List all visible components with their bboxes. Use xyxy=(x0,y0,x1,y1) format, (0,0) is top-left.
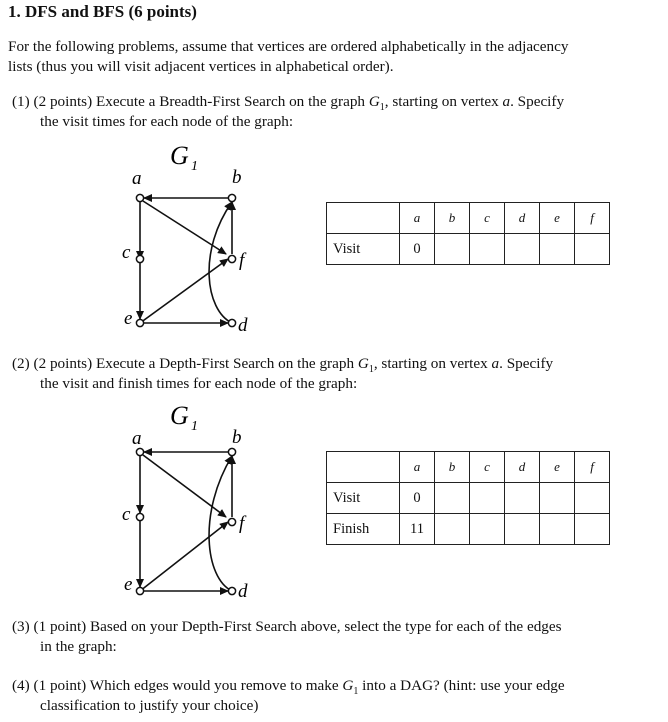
part2-number: (2) xyxy=(12,355,30,372)
part3-line-1: (3) (1 point) Based on your Depth-First Search above, select the type for each of the edges xyxy=(12,618,562,635)
dfs-header-b: b xyxy=(435,452,470,483)
dfs-finish-f[interactable] xyxy=(575,514,610,545)
part1-number: (1) xyxy=(12,93,30,110)
bfs-visit-b[interactable] xyxy=(435,234,470,265)
vertex-label-f: f xyxy=(239,513,245,534)
part2-line-2: the visit and finish times for each node of the graph: xyxy=(40,375,358,392)
bfs-header-b: b xyxy=(435,203,470,234)
vertex-label-e: e xyxy=(124,308,133,329)
intro-line-2: lists (thus you will visit adjacent vertices in alphabetical order). xyxy=(8,58,394,75)
vertex-label-b: b xyxy=(232,167,242,188)
dfs-header-row xyxy=(327,452,610,483)
vertex-c xyxy=(136,255,143,262)
dfs-visit-label: Visit xyxy=(327,483,400,514)
bfs-header-d: d xyxy=(505,203,540,234)
part4-number: (4) xyxy=(12,677,30,694)
graph-g1-dfs xyxy=(110,400,280,600)
dfs-finish-d[interactable] xyxy=(505,514,540,545)
dfs-table xyxy=(326,451,610,545)
vertex-b xyxy=(228,194,235,201)
bfs-visit-f[interactable] xyxy=(575,234,610,265)
dfs-visit-row xyxy=(327,483,610,514)
edge-a-f xyxy=(143,455,226,517)
vertex-e xyxy=(136,587,143,594)
part2-line-1: (2) (2 points) Execute a Depth-First Search on the graph $G_1$, starting on vertex a. Specify xyxy=(12,355,554,376)
vertex-label-d: d xyxy=(238,581,248,600)
edge-d-b xyxy=(209,202,232,323)
dfs-visit-e[interactable] xyxy=(540,483,575,514)
dfs-finish-b[interactable] xyxy=(435,514,470,545)
vertex-label-d: d xyxy=(238,315,248,336)
problem-title: 1. DFS and BFS (6 points) xyxy=(8,2,197,21)
bfs-header-e: e xyxy=(540,203,575,234)
bfs-header-row xyxy=(327,203,610,234)
vertex-b xyxy=(228,448,235,455)
dfs-header-f: f xyxy=(575,452,610,483)
vertex-f xyxy=(228,518,235,525)
edge-a-f xyxy=(143,201,226,254)
intro-line-1: For the following problems, assume that vertices are ordered alphabetically in the adjacency xyxy=(8,38,569,55)
part4-line-1: (4) (1 point) Which edges would you remove to make $G_1$ into a DAG? (hint: use your edge xyxy=(12,677,565,698)
vertex-label-f: f xyxy=(239,250,245,271)
part4-line-2: classification to justify your choice) xyxy=(40,697,259,714)
vertex-d xyxy=(228,587,235,594)
vertex-e xyxy=(136,319,143,326)
vertex-label-c: c xyxy=(122,242,131,263)
bfs-visit-d[interactable] xyxy=(505,234,540,265)
dfs-corner-cell xyxy=(327,452,400,483)
dfs-finish-row xyxy=(327,514,610,545)
bfs-visit-c[interactable] xyxy=(470,234,505,265)
part1-line-2: the visit times for each node of the graph: xyxy=(40,113,294,130)
vertex-label-b: b xyxy=(232,427,242,448)
bfs-header-c: c xyxy=(470,203,505,234)
dfs-visit-d[interactable] xyxy=(505,483,540,514)
dfs-header-a: a xyxy=(400,452,435,483)
vertex-f xyxy=(228,255,235,262)
dfs-visit-c[interactable] xyxy=(470,483,505,514)
bfs-corner-cell xyxy=(327,203,400,234)
graph-title: G xyxy=(170,141,189,170)
dfs-header-d: d xyxy=(505,452,540,483)
dfs-finish-a[interactable]: 11 xyxy=(400,514,435,545)
graph-title-sub: 1 xyxy=(191,159,198,174)
graph-title: G xyxy=(170,401,189,430)
bfs-header-a: a xyxy=(400,203,435,234)
vertex-label-c: c xyxy=(122,504,131,525)
vertex-label-a: a xyxy=(132,168,142,189)
edge-e-f xyxy=(140,522,228,591)
vertex-label-a: a xyxy=(132,428,142,449)
dfs-finish-label: Finish xyxy=(327,514,400,545)
dfs-header-e: e xyxy=(540,452,575,483)
bfs-visit-label: Visit xyxy=(327,234,400,265)
dfs-visit-b[interactable] xyxy=(435,483,470,514)
bfs-visit-a[interactable]: 0 xyxy=(400,234,435,265)
vertex-a xyxy=(136,448,143,455)
graph-g1-bfs xyxy=(110,140,280,340)
vertex-d xyxy=(228,319,235,326)
dfs-finish-e[interactable] xyxy=(540,514,575,545)
dfs-finish-c[interactable] xyxy=(470,514,505,545)
dfs-visit-f[interactable] xyxy=(575,483,610,514)
graph-title-sub: 1 xyxy=(191,419,198,434)
dfs-header-c: c xyxy=(470,452,505,483)
vertex-a xyxy=(136,194,143,201)
edge-e-f xyxy=(140,259,228,323)
part3-line-2: in the graph: xyxy=(40,638,117,655)
vertex-c xyxy=(136,513,143,520)
vertex-label-e: e xyxy=(124,574,133,595)
bfs-table xyxy=(326,202,610,265)
bfs-visit-e[interactable] xyxy=(540,234,575,265)
part3-number: (3) xyxy=(12,618,30,635)
bfs-header-f: f xyxy=(575,203,610,234)
part1-line-1: (1) (2 points) Execute a Breadth-First Search on the graph $G_1$, starting on vertex a. Specify xyxy=(12,93,565,114)
bfs-visit-row xyxy=(327,234,610,265)
dfs-visit-a[interactable]: 0 xyxy=(400,483,435,514)
